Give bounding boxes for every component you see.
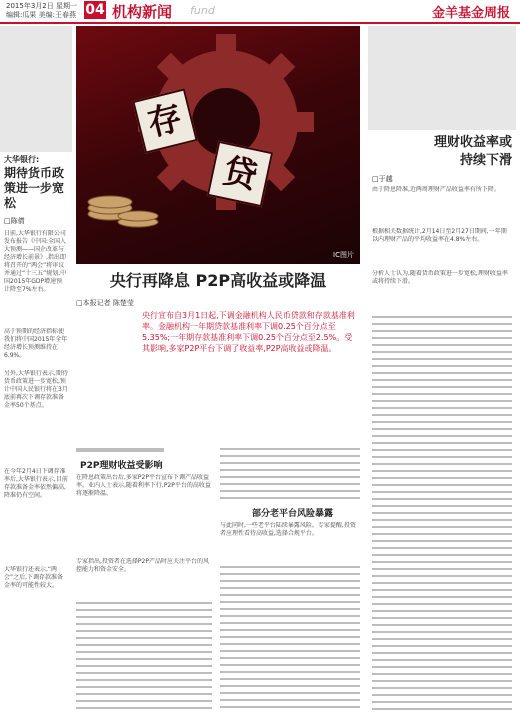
right-paragraph-2: 根据相关数据统计,2月14日至2月27日期间,一年期以内理财产品的平均收益率在4.8%左右。 <box>372 228 507 243</box>
main-body-2: 专家指出,投资者在选择P2P产品时应关注平台的风控能力和资金安全。 <box>76 558 209 573</box>
left-byline: □陈倩 <box>4 217 25 225</box>
right-article <box>368 26 516 716</box>
main-headline: 央行再降息 P2P高收益或降温 <box>109 271 327 290</box>
section-en: fund <box>190 4 215 17</box>
right-body-lines <box>372 316 512 710</box>
left-paragraph-5: 大华银行还表示,“两会”之后,下调存款准备金率的可能性较大。 <box>4 566 64 589</box>
header-editors: 编辑:瓜果 美编:王春燕 <box>6 11 76 19</box>
brand-name: 金羊基金周报 <box>431 6 510 21</box>
right-paragraph-1: 由于降息降准,近两周理财产品收益率有所下降。 <box>372 186 500 193</box>
main-article <box>76 268 360 716</box>
left-gray-box <box>0 26 72 152</box>
main-body-right-top <box>220 448 360 500</box>
right-byline: □于越 <box>372 175 393 183</box>
main-subhead-2: 部分老平台风险暴露 <box>252 509 334 519</box>
left-paragraph-3: 另外,大华银行表示,期待货币政策进一步宽松,预计中国人民银行将在3月底前再次下调存款准备金率50个基点。 <box>4 370 68 409</box>
image-tag-bottom-label: 贷 <box>219 150 261 198</box>
left-kicker: 大华银行: <box>4 155 40 164</box>
image-caption: IC图片 <box>333 251 354 259</box>
right-gray-box <box>368 26 516 130</box>
section-title: 机构新闻 <box>112 3 173 21</box>
page-number: 04 <box>85 2 105 18</box>
left-article <box>0 26 72 716</box>
page-header <box>0 0 520 22</box>
left-paragraph-4: 在今年2月4日下调存准率后,大华银行表示,目前存款准备金率依然偏高,降准仍有空间。 <box>4 468 68 499</box>
left-paragraph-1: 日前,大华银行有限公司发布报告《中国:全国人大预测——国企改革与经济增长前景》,指出即将召开的“两会”将审议并通过“十三五”规划,中国2015年GDP增速预计降至7%左右。 <box>4 230 67 293</box>
header-rule <box>0 22 520 24</box>
right-headline: 理财收益率或持续下滑 <box>433 135 512 168</box>
main-subhead-1: P2P理财收益受影响 <box>80 461 163 471</box>
header-date: 2015年3月2日 星期一 <box>6 2 77 10</box>
main-body-left-lines <box>76 448 164 452</box>
main-body-left-filler <box>76 602 212 712</box>
main-body-3: 与此同时,一些老平台陆续暴露风险。专家提醒,投资者应理性看待高收益,选择合规平台。 <box>220 522 356 537</box>
image-tag-top-label: 存 <box>143 97 187 145</box>
left-headline: 期待货币政策进一步宽松 <box>4 166 65 210</box>
left-paragraph-2: 高于预期的经济指标使我们将中国2015年全年经济增长预测维持在6.9%。 <box>4 328 68 359</box>
main-lead: 央行宣布自3月1日起,下调金融机构人民币贷款和存款基准利率。金融机构一年期贷款基准利率下调0.25个百分点至5.35%;一年期存款基准利率下调0.25个百分点至2.5%。受其影响,多家P2P平台下调了收益率,P2P高收益或降温。 <box>142 311 355 353</box>
main-body-right-filler <box>220 566 360 712</box>
coin-stack-icon <box>88 196 158 227</box>
feature-image <box>76 26 360 264</box>
image-tag-bottom <box>207 141 273 207</box>
main-byline: □本报记者 陈楚莹 <box>76 299 134 307</box>
right-paragraph-3: 分析人士认为,随着货币政策进一步宽松,理财收益率或将持续下滑。 <box>372 270 508 285</box>
main-body-1: 在降息政策出台后,多家P2P平台宣布下调产品收益率。业内人士表示,随着利率下行,P2P平台的高收益将逐渐降温。 <box>76 474 211 497</box>
